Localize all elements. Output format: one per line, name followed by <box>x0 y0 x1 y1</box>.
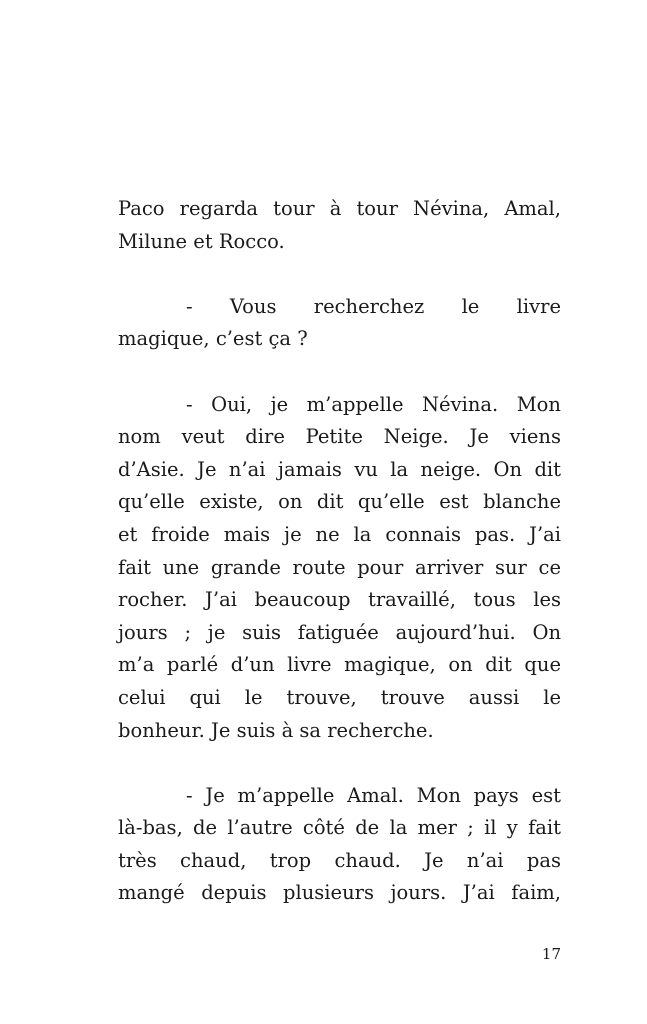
text-line: très chaud, trop chaud. Je n’ai pas <box>118 848 561 872</box>
text-line: - Oui, je m’appelle Névina. Mon <box>186 392 561 416</box>
text-line: magique, c’est ça ? <box>118 327 308 351</box>
page-number: 17 <box>541 945 561 963</box>
text-line: - Vous recherchez le livre <box>186 294 561 318</box>
page-text <box>118 193 561 910</box>
paragraph-question <box>118 291 561 356</box>
text-line: d’Asie. Je n’ai jamais vu la neige. On dit <box>118 457 561 481</box>
text-line: Milune et Rocco. <box>118 229 285 253</box>
text-line: rocher. J’ai beaucoup travaillé, tous les <box>118 588 561 612</box>
text-line: fait une grande route pour arriver sur ce <box>118 555 561 579</box>
text-line: celui qui le trouve, trouve aussi le <box>118 685 561 709</box>
text-line: m’a parlé d’un livre magique, on dit que <box>118 653 561 677</box>
text-line: jours ; je suis fatiguée aujourd’hui. On <box>118 620 561 644</box>
text-line: bonheur. Je suis à sa recherche. <box>118 718 434 742</box>
text-line: là-bas, de l’autre côté de la mer ; il y fait <box>118 816 561 840</box>
paragraph-amal <box>118 780 561 910</box>
text-line: et froide mais je ne la connais pas. J’ai <box>118 522 561 546</box>
paragraph-nevina <box>118 389 561 748</box>
text-line: Paco regarda tour à tour Névina, Amal, <box>118 197 561 220</box>
text-line: mangé depuis plusieurs jours. J’ai faim, <box>118 881 561 905</box>
paragraph-intro <box>118 193 561 258</box>
text-line: - Je m’appelle Amal. Mon pays est <box>186 783 561 807</box>
text-line: nom veut dire Petite Neige. Je viens <box>118 425 561 449</box>
text-line: qu’elle existe, on dit qu’elle est blanche <box>118 490 561 514</box>
